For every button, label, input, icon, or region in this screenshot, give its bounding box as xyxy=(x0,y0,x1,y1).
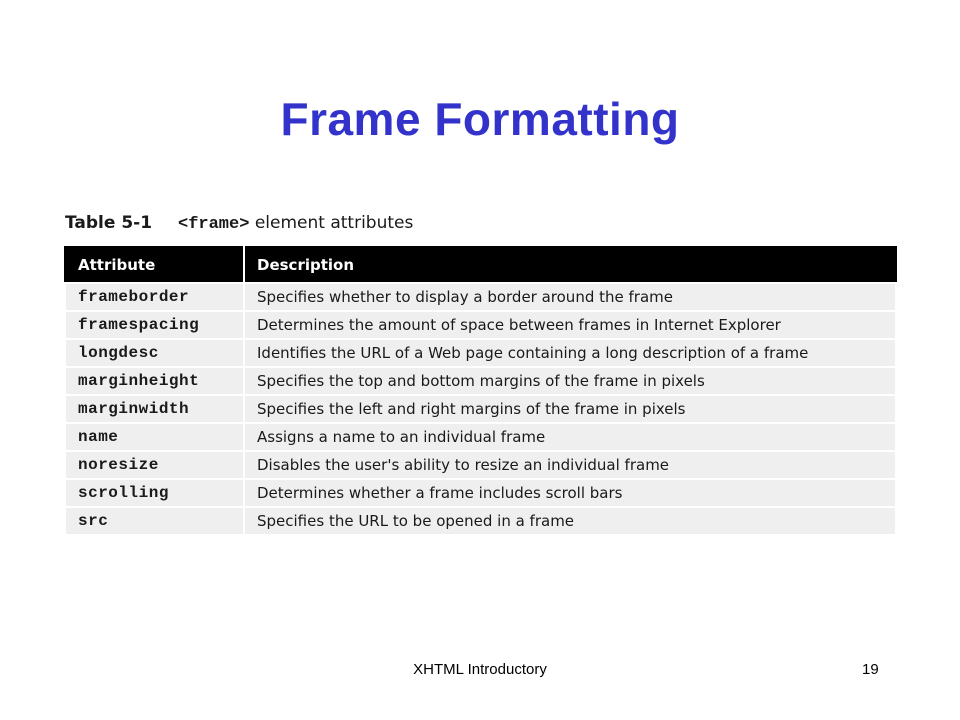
footer-text: XHTML Introductory xyxy=(413,661,547,678)
table-row xyxy=(65,451,896,479)
attribute-cell: scrolling xyxy=(65,479,244,507)
attribute-cell: name xyxy=(65,423,244,451)
description-cell: Identifies the URL of a Web page containing a long description of a frame xyxy=(244,339,896,367)
description-cell: Specifies the left and right margins of the frame in pixels xyxy=(244,395,896,423)
table-row xyxy=(65,423,896,451)
table-row xyxy=(65,367,896,395)
table-caption-text: element attributes xyxy=(249,213,414,233)
table-caption-code: <frame> xyxy=(178,215,250,234)
description-cell: Specifies the URL to be opened in a frame xyxy=(244,507,896,535)
header-description: Description xyxy=(244,247,896,283)
description-cell: Determines whether a frame includes scroll bars xyxy=(244,479,896,507)
table-row xyxy=(65,311,896,339)
attribute-cell: marginwidth xyxy=(65,395,244,423)
table-caption xyxy=(65,213,413,234)
attribute-cell: framespacing xyxy=(65,311,244,339)
description-cell: Specifies whether to display a border around the frame xyxy=(244,283,896,311)
attribute-cell: longdesc xyxy=(65,339,244,367)
attribute-cell: noresize xyxy=(65,451,244,479)
slide-title: Frame Formatting xyxy=(280,93,680,145)
table-row xyxy=(65,507,896,535)
table-row xyxy=(65,479,896,507)
attribute-cell: marginheight xyxy=(65,367,244,395)
table-row xyxy=(65,339,896,367)
description-cell: Specifies the top and bottom margins of the frame in pixels xyxy=(244,367,896,395)
table-caption-number: Table 5-1 xyxy=(65,213,153,233)
attributes-table xyxy=(64,246,897,536)
table-row xyxy=(65,395,896,423)
description-cell: Determines the amount of space between frames in Internet Explorer xyxy=(244,311,896,339)
attribute-cell: frameborder xyxy=(65,283,244,311)
header-attribute: Attribute xyxy=(65,247,244,283)
attribute-cell: src xyxy=(65,507,244,535)
table-row xyxy=(65,283,896,311)
description-cell: Disables the user's ability to resize an individual frame xyxy=(244,451,896,479)
table-header-row xyxy=(65,247,896,283)
page-number: 19 xyxy=(862,661,879,678)
description-cell: Assigns a name to an individual frame xyxy=(244,423,896,451)
